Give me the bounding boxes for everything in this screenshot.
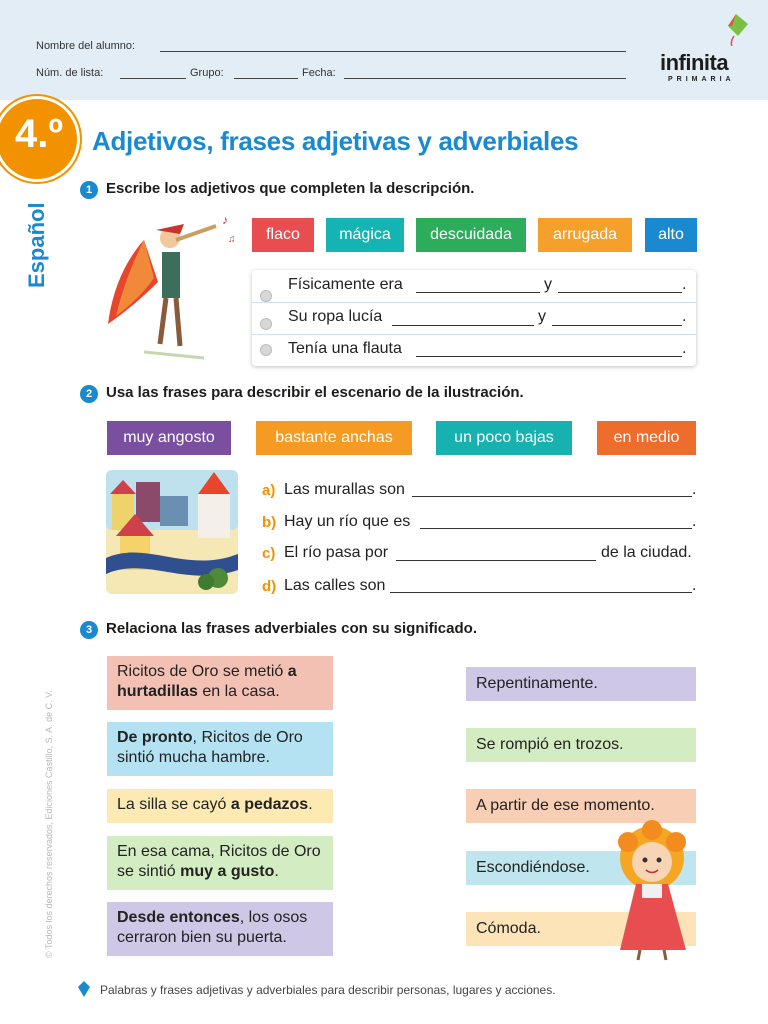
subject-label: Español [24, 202, 49, 288]
phrase-chip-muy-angosto: muy angosto [107, 421, 231, 455]
meaning-card-4[interactable]: Escondiéndose. [466, 851, 696, 885]
line-1-text: Físicamente era [288, 276, 403, 293]
page-title: Adjetivos, frases adjetivas y adverbiales [92, 126, 579, 156]
kite-logo-icon [722, 14, 748, 46]
adjective-chip-flaco: flaco [252, 218, 314, 252]
student-name-field[interactable] [160, 51, 626, 52]
phrase-chip-bastante-anchas: bastante anchas [256, 421, 412, 455]
question-c-text: El río pasa por [284, 544, 389, 561]
exercise-1-instruction: Escribe los adjetivos que completen la descripción. [106, 180, 475, 197]
description-box [252, 270, 696, 366]
date-label: Fecha: [302, 67, 336, 79]
piper-illustration [104, 212, 244, 362]
question-b-end: . [692, 513, 697, 530]
blank-1a[interactable] [416, 292, 540, 293]
footer-note: Palabras y frases adjetivas y adverbiales para describir personas, lugares y acciones. [100, 983, 556, 997]
copyright-note: © Todos los derechos reservados, Ediciones Castillo, S. A. de C. V. [44, 690, 54, 958]
svg-text:♫: ♫ [228, 234, 236, 245]
publisher-logo: infinita [660, 50, 729, 75]
meaning-card-2[interactable]: Se rompió en trozos. [466, 728, 696, 762]
line-2-mid: y [538, 308, 546, 325]
student-name-label: Nombre del alumno: [36, 40, 136, 52]
question-c-blank[interactable] [396, 560, 596, 561]
phrase-card-3[interactable]: La silla se cayó a pedazos. [107, 789, 333, 823]
bullet-icon [260, 318, 272, 330]
question-c-letter: c) [262, 545, 276, 562]
meaning-card-3[interactable]: A partir de ese momento. [466, 789, 696, 823]
question-a-letter: a) [262, 482, 276, 499]
exercise-2-instruction: Usa las frases para describir el escenario de la ilustración. [106, 384, 524, 401]
grade-label: 4.º [15, 112, 63, 156]
phrase-card-4[interactable]: En esa cama, Ricitos de Oro se sintió muy a gusto. [107, 836, 333, 890]
question-d-letter: d) [262, 578, 277, 595]
question-d-end: . [692, 577, 697, 594]
blank-2b[interactable] [552, 325, 682, 326]
pencil-icon [78, 981, 90, 997]
phrase-card-5[interactable]: Desde entonces, los osos cerraron bien su puerta. [107, 902, 333, 956]
exercise-2-number: 2 [80, 385, 98, 403]
line-3-end: . [682, 340, 687, 357]
question-a-text: Las murallas son [284, 481, 405, 498]
line-2-text: Su ropa lucía [288, 308, 383, 325]
exercise-1-number: 1 [80, 181, 98, 199]
list-number-label: Núm. de lista: [36, 67, 104, 79]
blank-1b[interactable] [558, 292, 682, 293]
blank-3[interactable] [416, 356, 682, 357]
exercise-3-instruction: Relaciona las frases adverbiales con su significado. [106, 620, 477, 637]
bullet-icon [260, 344, 272, 356]
question-b-blank[interactable] [420, 528, 692, 529]
line-2-end: . [682, 308, 687, 325]
question-d-text: Las calles son [284, 577, 386, 594]
meaning-card-1[interactable]: Repentinamente. [466, 667, 696, 701]
svg-text:♪: ♪ [222, 213, 228, 227]
bullet-icon [260, 290, 272, 302]
phrase-card-2[interactable]: De pronto, Ricitos de Oro sintió mucha hambre. [107, 722, 333, 776]
question-a-end: . [692, 481, 697, 498]
adjective-chip-descuidada: descuidada [416, 218, 526, 252]
goldilocks-illustration [606, 820, 702, 962]
meaning-card-5[interactable]: Cómoda. [466, 912, 696, 946]
phrase-card-1[interactable]: Ricitos de Oro se metió a hurtadillas en la casa. [107, 656, 333, 710]
adjective-chip-arrugada: arrugada [538, 218, 632, 252]
question-c-end: de la ciudad. [601, 544, 692, 561]
town-illustration [106, 470, 238, 594]
row-divider [252, 302, 696, 303]
row-divider [252, 334, 696, 335]
phrase-chip-un-poco-bajas: un poco bajas [436, 421, 572, 455]
adjective-chip-alto: alto [645, 218, 697, 252]
question-b-letter: b) [262, 514, 277, 531]
group-label: Grupo: [190, 67, 224, 79]
question-d-blank[interactable] [390, 592, 692, 593]
list-number-field[interactable] [120, 78, 186, 79]
line-1-end: . [682, 276, 687, 293]
publisher-logo-sub: PRIMARIA [668, 76, 735, 83]
question-a-blank[interactable] [412, 496, 692, 497]
question-b-text: Hay un río que es [284, 513, 411, 530]
date-field[interactable] [344, 78, 626, 79]
phrase-chip-en-medio: en medio [597, 421, 696, 455]
blank-2a[interactable] [392, 325, 534, 326]
exercise-3-number: 3 [80, 621, 98, 639]
line-1-mid: y [544, 276, 552, 293]
adjective-chip-magica: mágica [326, 218, 404, 252]
group-field[interactable] [234, 78, 298, 79]
line-3-text: Tenía una flauta [288, 340, 402, 357]
